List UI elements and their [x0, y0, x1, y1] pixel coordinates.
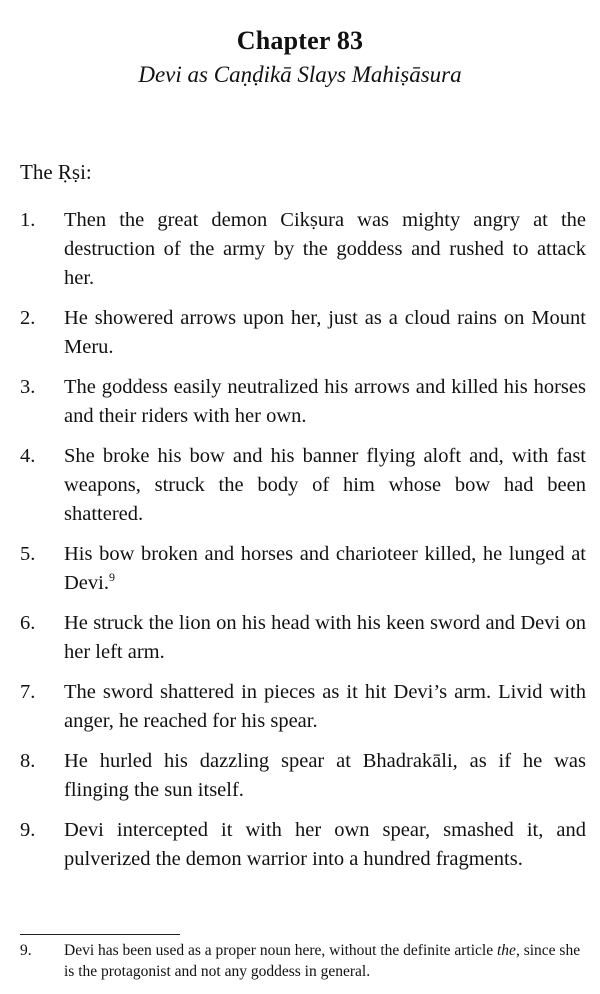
- footnote-emphasis: the: [497, 942, 516, 959]
- footnote-text: [64, 940, 586, 982]
- footnote-number: 9.: [20, 942, 32, 959]
- verse-text: The sword shattered in pieces as it hit Devi’s arm. Livid with anger, he reached for his spear.: [64, 681, 586, 732]
- verse-3: [20, 373, 586, 431]
- verse-number: 6.: [20, 612, 36, 634]
- footnote-text-before: Devi has been used as a proper noun here, without the definite article: [64, 942, 497, 959]
- verse-1: [20, 206, 586, 293]
- verse-5: [20, 540, 586, 598]
- verse-text: He struck the lion on his head with his keen sword and Devi on her left arm.: [64, 612, 586, 663]
- verse-number: 8.: [20, 750, 36, 772]
- verse-number: 4.: [20, 445, 36, 467]
- verse-text: Then the great demon Cikṣura was mighty angry at the destruction of the army by the goddess and rushed to attack her.: [64, 209, 586, 289]
- verse-text: [64, 540, 586, 598]
- verse-text: She broke his bow and his banner flying aloft and, with fast weapons, struck the body of him whose bow had been shattered.: [64, 445, 586, 525]
- verse-6: [20, 609, 586, 667]
- verse-text: He hurled his dazzling spear at Bhadrakāli, as if he was flinging the sun itself.: [64, 750, 586, 801]
- verse-2: [20, 304, 586, 362]
- footnote-reference[interactable]: 9: [108, 570, 115, 585]
- speaker-label: The Ṛṣi:: [20, 160, 92, 184]
- verse-number: 3.: [20, 376, 36, 398]
- verse-number: 1.: [20, 209, 36, 231]
- verse-number: 2.: [20, 307, 36, 329]
- verse-5-body: His bow broken and horses and charioteer killed, he lunged at Devi.: [64, 543, 586, 594]
- verse-8: [20, 747, 586, 805]
- verse-number: 5.: [20, 543, 36, 565]
- footnote-text-after: , since she is the protagonist and not any goddess in general.: [64, 942, 581, 980]
- verse-text: He showered arrows upon her, just as a cloud rains on Mount Meru.: [64, 307, 586, 358]
- verse-text: Devi intercepted it with her own spear, smashed it, and pulverized the demon warrior into a hundred fragments.: [64, 819, 586, 870]
- verse-number: 7.: [20, 681, 36, 703]
- verse-text: The goddess easily neutralized his arrows and killed his horses and their riders with her own.: [64, 376, 586, 427]
- footnote: [20, 940, 586, 982]
- verse-9: [20, 816, 586, 874]
- verse-4: [20, 442, 586, 529]
- verse-7: [20, 678, 586, 736]
- chapter-title: Devi as Caṇḍikā Slays Mahiṣāsura: [138, 62, 462, 87]
- chapter-number: Chapter 83: [236, 26, 364, 55]
- verse-list: [20, 206, 586, 874]
- verse-number: 9.: [20, 819, 36, 841]
- footnote-divider: [20, 934, 180, 935]
